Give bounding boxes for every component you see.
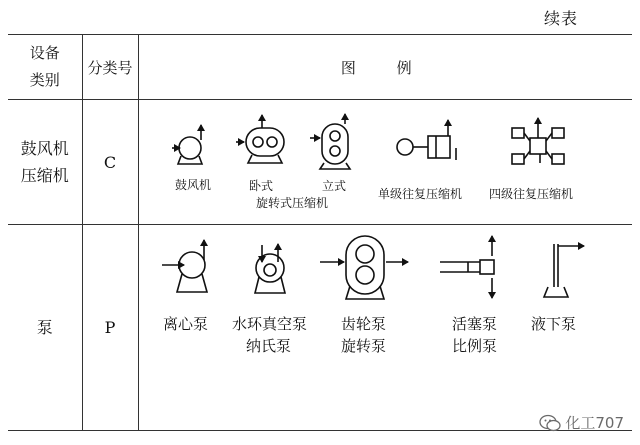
continued-label: 续表 — [543, 9, 578, 28]
watermark — [539, 412, 624, 433]
four-stage-compressor-symbol — [512, 118, 564, 164]
code-pump: P — [82, 225, 138, 431]
vertical-rotary-compressor-symbol — [310, 114, 350, 169]
category-compressor: 鼓风机 压缩机 — [8, 100, 82, 225]
label-proportional: 比例泵 — [452, 337, 498, 355]
header-legend: 图 例 — [138, 35, 632, 100]
label-gear: 齿轮泵 — [341, 315, 387, 333]
label-water-ring: 水环真空泵 — [232, 315, 308, 333]
label-piston: 活塞泵 — [452, 315, 498, 333]
watermark-text: 化工707 — [565, 414, 624, 432]
label-nash: 纳氏泵 — [246, 337, 292, 355]
gear-pump-symbol — [320, 236, 408, 299]
category-pump: 泵 — [8, 225, 82, 431]
header-code: 分类号 — [82, 35, 138, 100]
single-stage-compressor-symbol — [397, 120, 456, 160]
piston-pump-symbol — [440, 236, 494, 298]
water-ring-pump-symbol — [255, 244, 285, 293]
label-four-stage: 四级往复压缩机 — [489, 187, 574, 201]
header-category: 设备 类别 — [8, 35, 82, 100]
label-vertical: 立式 — [322, 179, 347, 193]
label-rotary-compressor: 旋转式压缩机 — [256, 196, 329, 210]
code-compressor: C — [82, 100, 138, 225]
wechat-icon — [539, 414, 561, 432]
label-submerged: 液下泵 — [531, 315, 577, 333]
centrifugal-pump-symbol — [162, 240, 207, 292]
label-single-stage: 单级往复压缩机 — [378, 187, 463, 201]
submerged-pump-symbol — [544, 244, 584, 297]
horizontal-rotary-compressor-symbol — [236, 115, 284, 163]
label-horizontal: 卧式 — [249, 179, 274, 193]
label-centrifugal: 离心泵 — [163, 315, 209, 333]
label-rotary: 旋转泵 — [341, 337, 387, 355]
label-blower: 鼓风机 — [175, 178, 212, 192]
blower-symbol — [172, 125, 202, 164]
